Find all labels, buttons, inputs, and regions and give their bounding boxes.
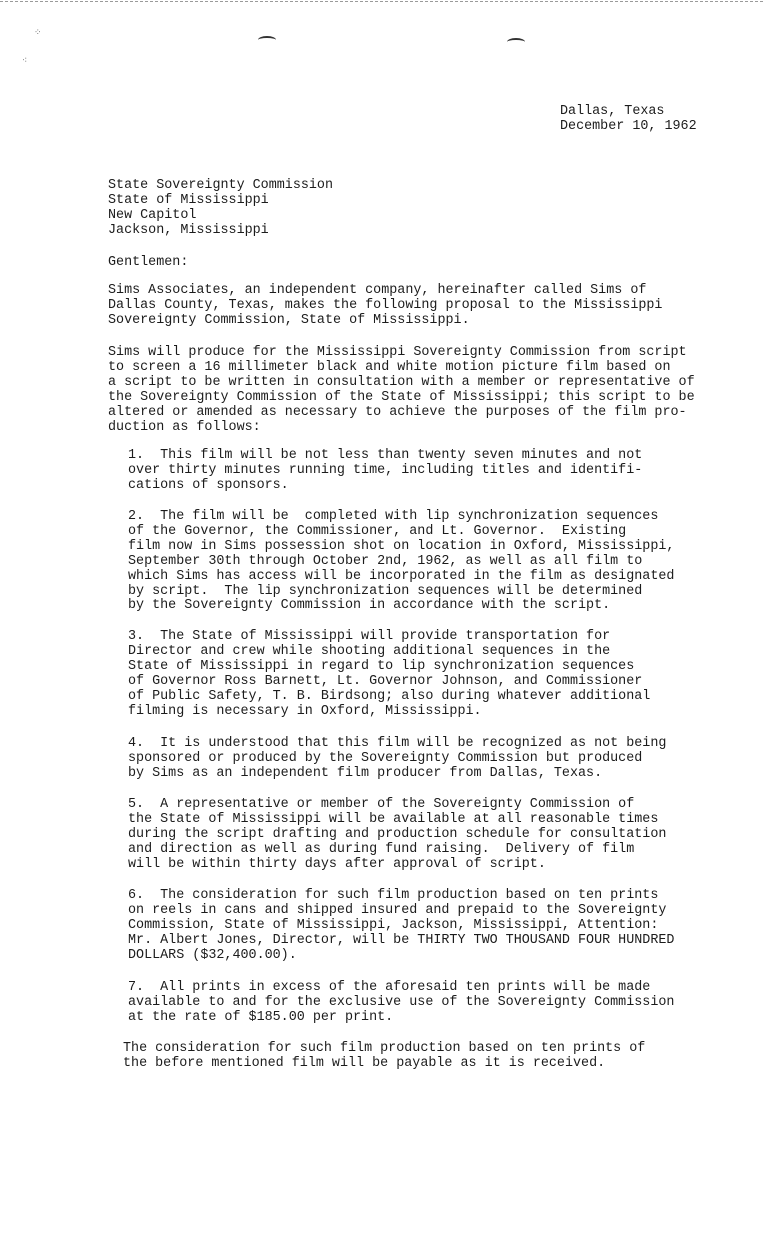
- text-line: DOLLARS ($32,400.00).: [128, 947, 297, 963]
- text-line: Sims will produce for the Mississippi Sovereignty Commission from script: [108, 345, 687, 360]
- text-line: during the script drafting and production schedule for consultation: [128, 826, 667, 842]
- salutation: Gentlemen:: [108, 255, 189, 270]
- recipient-address: [108, 179, 333, 239]
- text-line: film now in Sims possession shot on location in Oxford, Mississippi,: [128, 538, 675, 554]
- punch-mark: [507, 38, 525, 46]
- text-line: of Public Safety, T. B. Birdsong; also during whatever additional: [128, 688, 651, 704]
- text-line: cations of sponsors.: [128, 477, 289, 493]
- text-line: 7. All prints in excess of the aforesaid ten prints will be made: [128, 980, 651, 995]
- text-line: to screen a 16 millimeter black and white motion picture film based on: [108, 359, 671, 375]
- text-line: 3. The State of Mississippi will provide transportation for: [128, 629, 611, 644]
- text-line: 6. The consideration for such film production based on ten prints: [128, 888, 659, 903]
- text-line: 5. A representative or member of the Sovereignty Commission of: [128, 797, 635, 812]
- text-line: the before mentioned film will be payable as it is received.: [123, 1055, 606, 1071]
- text-line: 2. The film will be completed with lip synchronization sequences: [128, 509, 659, 524]
- address-line: New Capitol: [108, 207, 197, 223]
- closing-paragraph: [123, 1042, 645, 1072]
- date-block: [560, 105, 697, 135]
- text-line: at the rate of $185.00 per print.: [128, 1009, 394, 1025]
- text-line: altered or amended as necessary to achieve the purposes of the film pro-: [108, 404, 687, 420]
- text-line: over thirty minutes running time, including titles and identifi-: [128, 462, 643, 478]
- intro-paragraph: [108, 284, 662, 329]
- text-line: and direction as well as during fund raising. Delivery of film: [128, 841, 635, 857]
- text-line: Sims Associates, an independent company, hereinafter called Sims of: [108, 283, 647, 298]
- text-line: Dallas County, Texas, makes the following proposal to the Mississippi: [108, 297, 663, 313]
- letter-place: Dallas, Texas: [560, 104, 665, 119]
- text-line: will be within thirty days after approval of script.: [128, 856, 546, 872]
- text-line: sponsored or produced by the Sovereignty Commission but produced: [128, 750, 643, 766]
- text-line: Commission, State of Mississippi, Jackson, Mississippi, Attention:: [128, 917, 659, 933]
- text-line: by Sims as an independent film producer from Dallas, Texas.: [128, 765, 603, 781]
- text-line: which Sims has access will be incorporated in the film as designated: [128, 568, 675, 584]
- numbered-item-4: [128, 737, 666, 782]
- letter-date: December 10, 1962: [560, 118, 697, 134]
- scope-paragraph: [108, 346, 695, 435]
- numbered-item-6: [128, 889, 674, 964]
- scan-speck: ⁖: [22, 56, 28, 66]
- numbered-item-2: [128, 510, 674, 614]
- numbered-item-3: [128, 630, 650, 719]
- text-line: by script. The lip synchronization sequences will be determined: [128, 583, 643, 599]
- text-line: 4. It is understood that this film will be recognized as not being: [128, 736, 667, 751]
- text-line: Director and crew while shooting additional sequences in the: [128, 643, 611, 659]
- text-line: filming is necessary in Oxford, Mississippi.: [128, 703, 482, 719]
- text-line: Sovereignty Commission, State of Mississippi.: [108, 312, 470, 328]
- text-line: of Governor Ross Barnett, Lt. Governor Johnson, and Commissioner: [128, 673, 643, 689]
- address-line: Jackson, Mississippi: [108, 222, 269, 238]
- scan-edge-line: [0, 1, 763, 2]
- scan-speck: ⁘: [34, 28, 42, 38]
- text-line: the Sovereignty Commission of the State of Mississippi; this script to be: [108, 389, 695, 405]
- text-line: September 30th through October 2nd, 1962, as well as all film to: [128, 553, 643, 569]
- address-line: State Sovereignty Commission: [108, 178, 333, 193]
- text-line: The consideration for such film production based on ten prints of: [123, 1041, 646, 1056]
- text-line: a script to be written in consultation with a member or representative of: [108, 374, 695, 390]
- text-line: the State of Mississippi will be available at all reasonable times: [128, 811, 659, 827]
- text-line: by the Sovereignty Commission in accordance with the script.: [128, 598, 611, 614]
- numbered-item-1: [128, 449, 642, 494]
- text-line: State of Mississippi in regard to lip synchronization sequences: [128, 658, 635, 674]
- text-line: of the Governor, the Commissioner, and Lt. Governor. Existing: [128, 523, 627, 539]
- text-line: 1. This film will be not less than twenty seven minutes and not: [128, 448, 643, 463]
- text-line: on reels in cans and shipped insured and prepaid to the Sovereignty: [128, 902, 667, 918]
- text-line: duction as follows:: [108, 419, 261, 435]
- address-line: State of Mississippi: [108, 192, 269, 208]
- numbered-item-5: [128, 798, 666, 873]
- punch-mark: [258, 36, 276, 44]
- text-line: Mr. Albert Jones, Director, will be THIRTY TWO THOUSAND FOUR HUNDRED: [128, 932, 675, 948]
- numbered-item-7: [128, 981, 674, 1026]
- text-line: available to and for the exclusive use of the Sovereignty Commission: [128, 994, 675, 1010]
